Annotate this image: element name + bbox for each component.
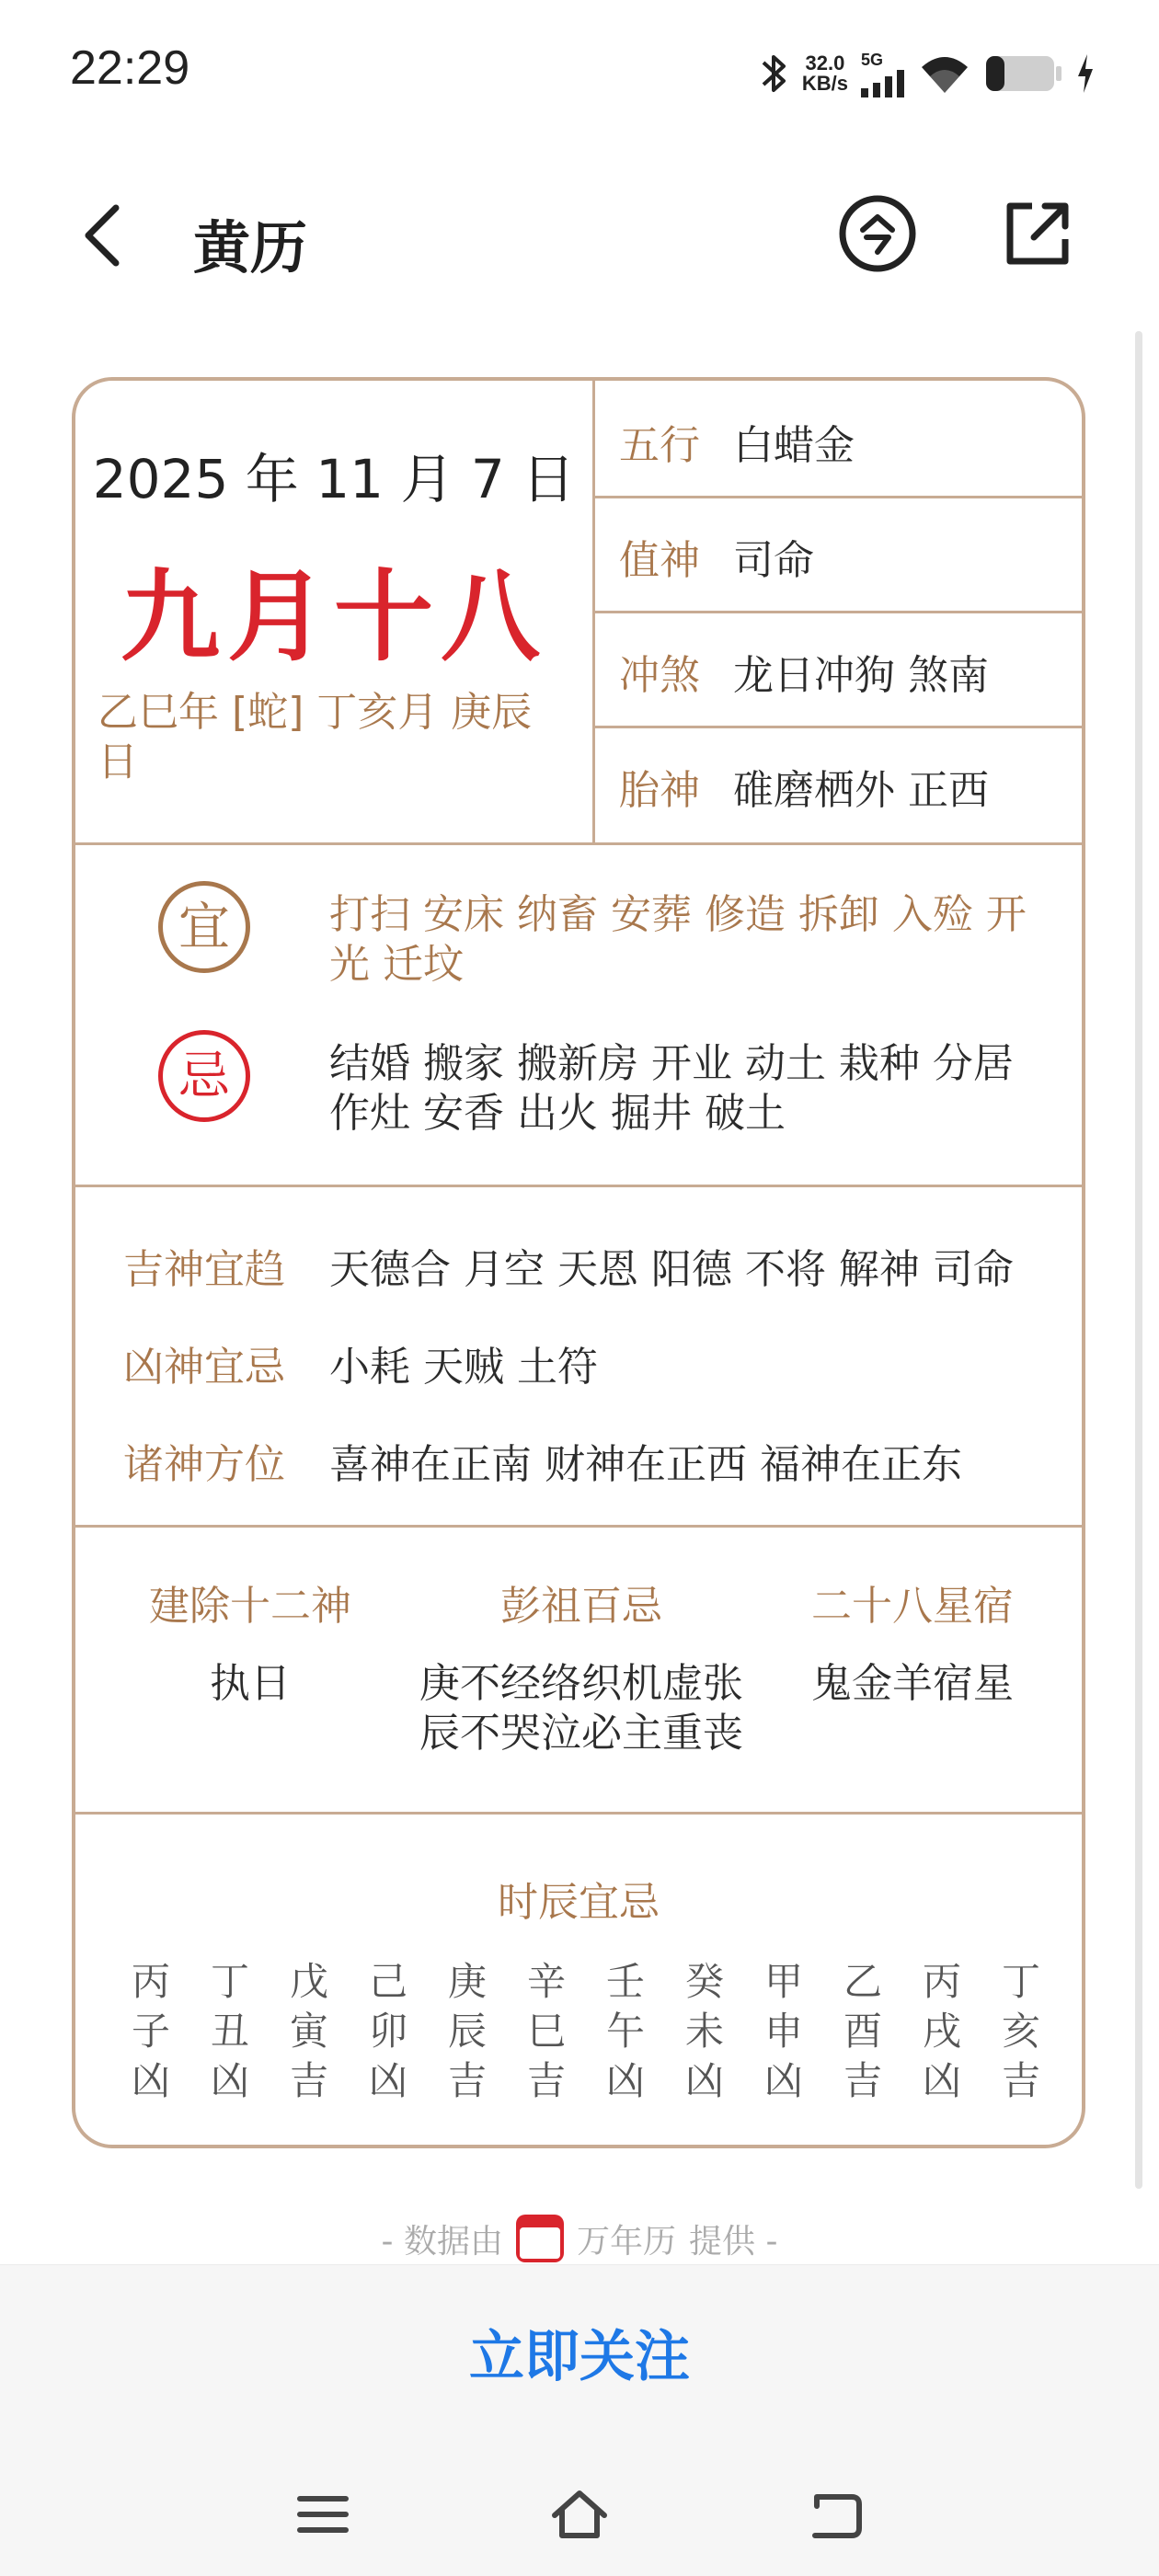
col-label: 建除十二神 (149, 1583, 351, 1630)
today-button[interactable] (837, 193, 918, 274)
home-icon (547, 2482, 612, 2547)
shen-row-xiongshen (75, 1322, 1082, 1396)
network-speed (802, 53, 848, 94)
info-value: 碓磨栖外 正西 (733, 767, 989, 814)
col-value: 庚不经络织机虚张 辰不哭泣必主重丧 (419, 1660, 743, 1757)
info-rows (595, 381, 1085, 842)
signal-icon (861, 70, 905, 97)
source-prefix: - 数据由 (381, 2222, 503, 2261)
network-type: 5G (861, 50, 884, 69)
hour-item: 癸 未 凶 (684, 1959, 724, 2103)
ji-text: 结婚 搬家 搬新房 开业 动土 栽种 分居 作灶 安香 出火 掘井 破土 (329, 1040, 1014, 1137)
wifi-icon (918, 52, 971, 95)
info-row-zhishen (595, 496, 1085, 613)
speed-value: 32.0 (805, 52, 845, 74)
date-block (75, 381, 595, 842)
yi-text: 打扫 安床 纳畜 安葬 修造 拆卸 入殓 开光 迁坟 (329, 891, 1027, 988)
info-label: 冲煞 (619, 652, 700, 699)
hour-item: 丁 亥 吉 (1001, 1959, 1040, 2103)
col-pengzu (397, 1573, 765, 1758)
info-value: 白蜡金 (733, 422, 855, 469)
ji-badge: 忌 (158, 1030, 250, 1122)
follow-button[interactable]: 立即关注 (469, 2325, 690, 2389)
shen-label: 诸神方位 (123, 1441, 285, 1488)
col-label: 二十八星宿 (811, 1583, 1014, 1630)
shen-section (75, 1185, 1082, 1528)
date-section (75, 381, 1082, 845)
scrollbar[interactable] (1135, 331, 1142, 2189)
back-nav-button[interactable] (804, 2482, 868, 2547)
hour-item: 丁 丑 凶 (210, 1959, 249, 2103)
info-value: 龙日冲狗 煞南 (733, 652, 989, 699)
ganzhi-text: 乙巳年 [蛇] 丁亥月 庚辰日 (98, 689, 533, 785)
col-value: 鬼金羊宿星 (811, 1660, 1014, 1707)
battery-icon (984, 52, 1063, 95)
info-label: 五行 (619, 422, 700, 469)
hour-item: 甲 申 凶 (763, 1959, 803, 2103)
hours-title: 时辰宜忌 (498, 1879, 660, 1926)
shen-label: 吉神宜趋 (123, 1246, 285, 1293)
back-arrow-icon (74, 199, 138, 272)
calendar-app-logo-icon (516, 2215, 564, 2262)
back-nav-icon (804, 2482, 868, 2547)
info-row-wuxing (595, 381, 1085, 498)
app-header (0, 166, 1159, 303)
status-time: 22:29 (70, 41, 190, 95)
hour-item: 戊 寅 吉 (289, 1959, 328, 2103)
shen-value: 小耗 天贼 土符 (329, 1344, 598, 1391)
info-row-taishen (595, 726, 1085, 841)
shen-label: 凶神宜忌 (123, 1344, 285, 1391)
menu-icon (291, 2482, 355, 2547)
data-source (0, 2215, 1159, 2262)
info-value: 司命 (733, 537, 814, 584)
hour-item: 庚 辰 吉 (447, 1959, 487, 2103)
today-icon (837, 193, 918, 274)
almanac-card (72, 377, 1085, 2148)
info-row-chongsha (595, 611, 1085, 728)
hour-item: 丙 戌 凶 (922, 1959, 961, 2103)
col-xingxiu (775, 1573, 1050, 1709)
shen-row-jishen (75, 1225, 1082, 1299)
share-button[interactable] (997, 193, 1078, 274)
hour-item: 己 卯 凶 (368, 1959, 407, 2103)
menu-button[interactable] (291, 2482, 355, 2547)
shen-value: 天德合 月空 天恩 阳德 不将 解神 司命 (329, 1246, 1014, 1293)
source-name: 万年历 (576, 2222, 676, 2261)
hour-item: 丙 子 凶 (131, 1959, 170, 2103)
yiji-section (75, 842, 1082, 1187)
lunar-date: 九月十八 (120, 560, 547, 675)
bluetooth-icon (758, 50, 789, 97)
speed-unit: KB/s (801, 72, 848, 95)
hours-section (75, 1812, 1082, 2148)
solar-date: 2025 年 11 月 7 日 (92, 448, 576, 510)
col-jianchu (112, 1573, 388, 1709)
shen-value: 喜神在正南 财神在正西 福神在正东 (329, 1441, 962, 1488)
back-button[interactable] (74, 199, 138, 272)
bottom-bar (0, 2264, 1159, 2576)
shen-row-fangwei (75, 1420, 1082, 1494)
info-label: 值神 (619, 537, 700, 584)
charging-icon (1076, 52, 1095, 95)
hour-item: 壬 午 凶 (605, 1959, 645, 2103)
hour-item: 辛 巳 吉 (526, 1959, 566, 2103)
yi-badge: 宜 (158, 881, 250, 973)
status-icons (758, 37, 1095, 110)
col-label: 彭祖百忌 (500, 1583, 662, 1630)
col-value: 执日 (210, 1660, 291, 1707)
home-button[interactable] (547, 2482, 612, 2547)
share-icon (997, 193, 1078, 274)
hour-item: 乙 酉 吉 (843, 1959, 882, 2103)
status-bar (0, 0, 1159, 138)
page-title: 黄历 (193, 214, 308, 281)
three-column-section (75, 1525, 1082, 1815)
source-suffix: 提供 - (689, 2222, 778, 2261)
info-label: 胎神 (619, 767, 700, 814)
